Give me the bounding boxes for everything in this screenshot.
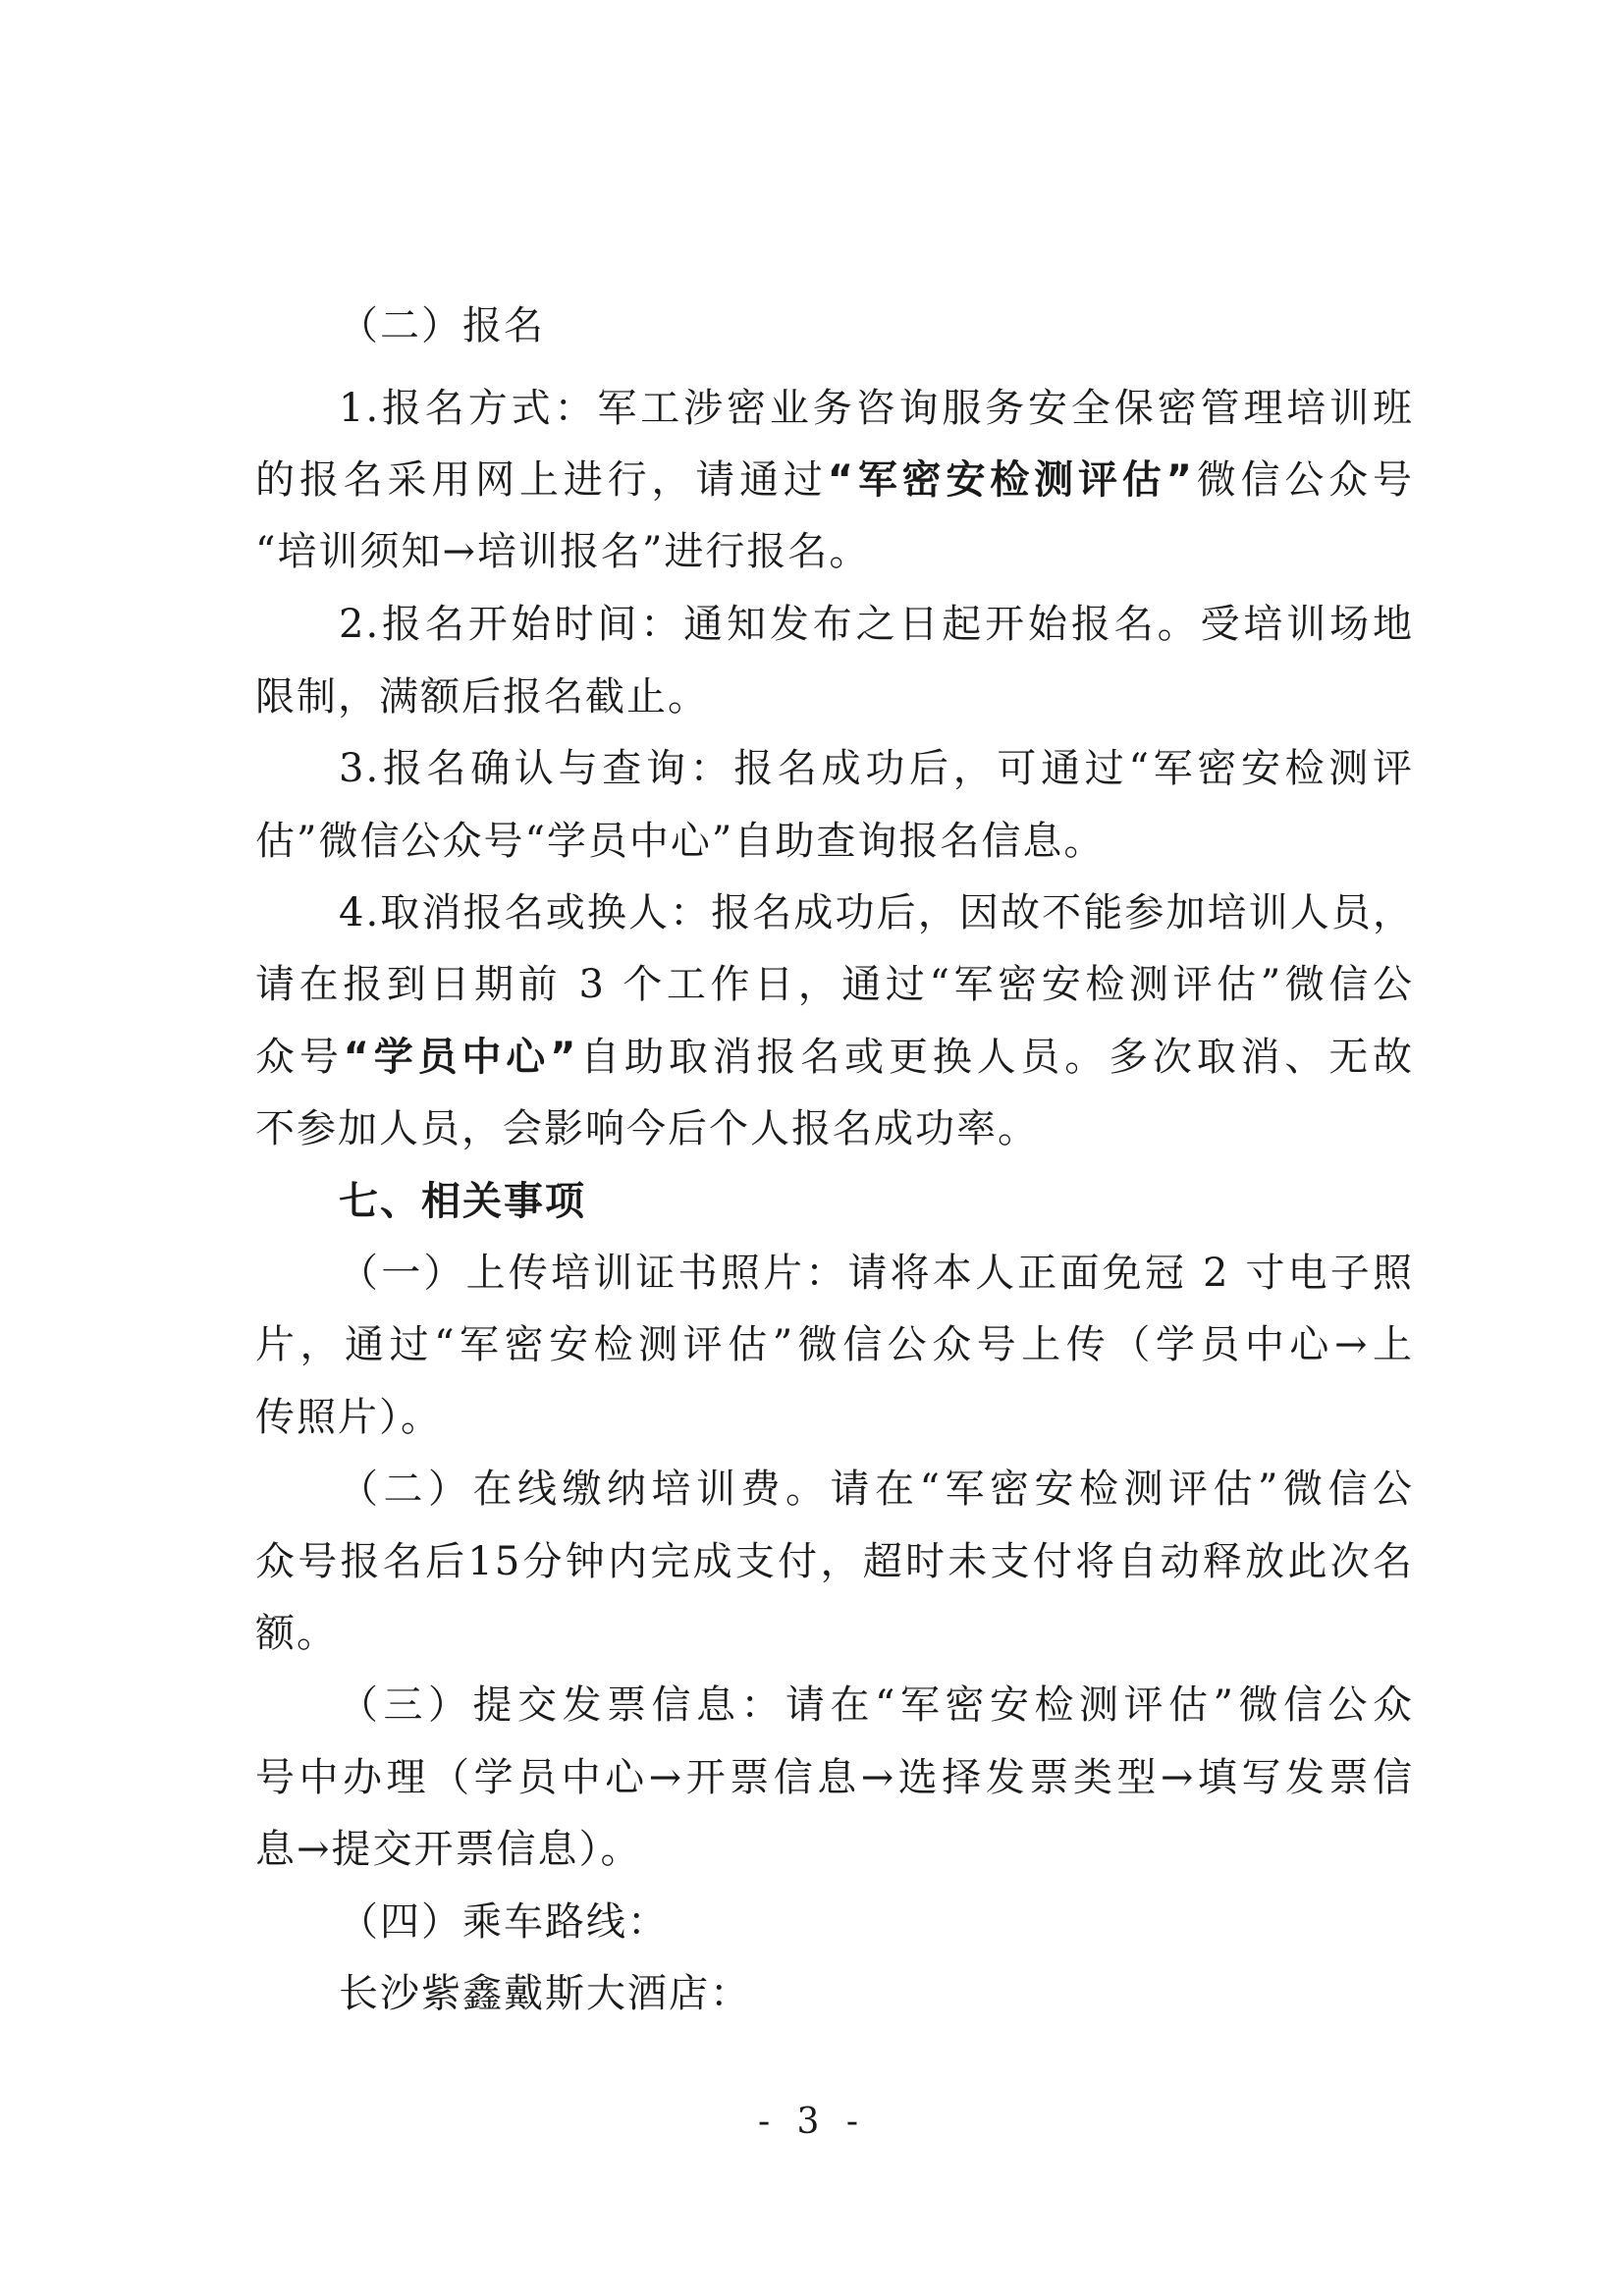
section-seven-heading: 七、相关事项 [339,1179,586,1224]
registration-cancel-line-3 [255,1034,1414,1081]
paragraph-text: 众号 [255,1035,344,1080]
registration-heading: （二）报名 [339,303,545,348]
photo-upload-line-3: 传照片）。 [255,1395,442,1440]
invoice-line-3: 息→提交开票信息）。 [255,1827,642,1872]
photo-upload-line-2: 片，通过“军密安检测评估”微信公众号上传（学员中心→上 [255,1322,1414,1367]
registration-confirm-line-2: 估”微信公众号“学员中心”自助查询报名信息。 [255,819,1106,864]
registration-cancel-line-4: 不参加人员，会影响今后个人报名成功率。 [255,1106,1039,1151]
hotel-name: 长沙紫鑫戴斯大酒店： [339,1971,751,2016]
registration-start-line-2: 限制，满额后报名截止。 [255,674,709,720]
paragraph-text: 微信公众号 [1193,457,1415,503]
paragraph-text: 的报名采用网上进行，请通过 [255,457,828,503]
registration-method-line-3: “培训须知→培训报名”进行报名。 [255,529,871,574]
fee-payment-line-2: 众号报名后15分钟内完成支付，超时未支付将自动释放此次名 [255,1539,1414,1584]
registration-method-line-2 [255,456,1414,504]
invoice-line-2: 号中办理（学员中心→开票信息→选择发票类型→填写发票信 [255,1755,1414,1800]
route-heading: （四）乘车路线： [339,1899,669,1945]
registration-cancel-line-2: 请在报到日期前 3 个工作日，通过“军密安检测评估”微信公 [255,962,1414,1007]
photo-upload-line: （一）上传培训证书照片：请将本人正面免冠 2 寸电子照 [339,1251,1414,1296]
registration-method-line: 1.报名方式：军工涉密业务咨询服务安全保密管理培训班 [339,386,1414,431]
registration-confirm-line: 3.报名确认与查询：报名成功后，可通过“军密安检测评 [339,746,1414,791]
registration-start-line: 2.报名开始时间：通知发布之日起开始报名。受培训场地 [339,602,1414,647]
fee-payment-line: （二）在线缴纳培训费。请在“军密安检测评估”微信公 [339,1467,1414,1512]
invoice-line: （三）提交发票信息：请在“军密安检测评估”微信公众 [339,1682,1414,1728]
paragraph-text: 自助取消报名或更换人员。多次取消、无故 [577,1035,1415,1080]
student-center-label: “学员中心” [343,1035,578,1080]
registration-cancel-line: 4.取消报名或换人：报名成功后，因故不能参加培训人员， [339,890,1414,935]
page-number: - 3 - [757,2102,867,2142]
fee-payment-line-3: 额。 [255,1611,338,1656]
wechat-account-name: “军密安检测评估” [827,457,1194,503]
